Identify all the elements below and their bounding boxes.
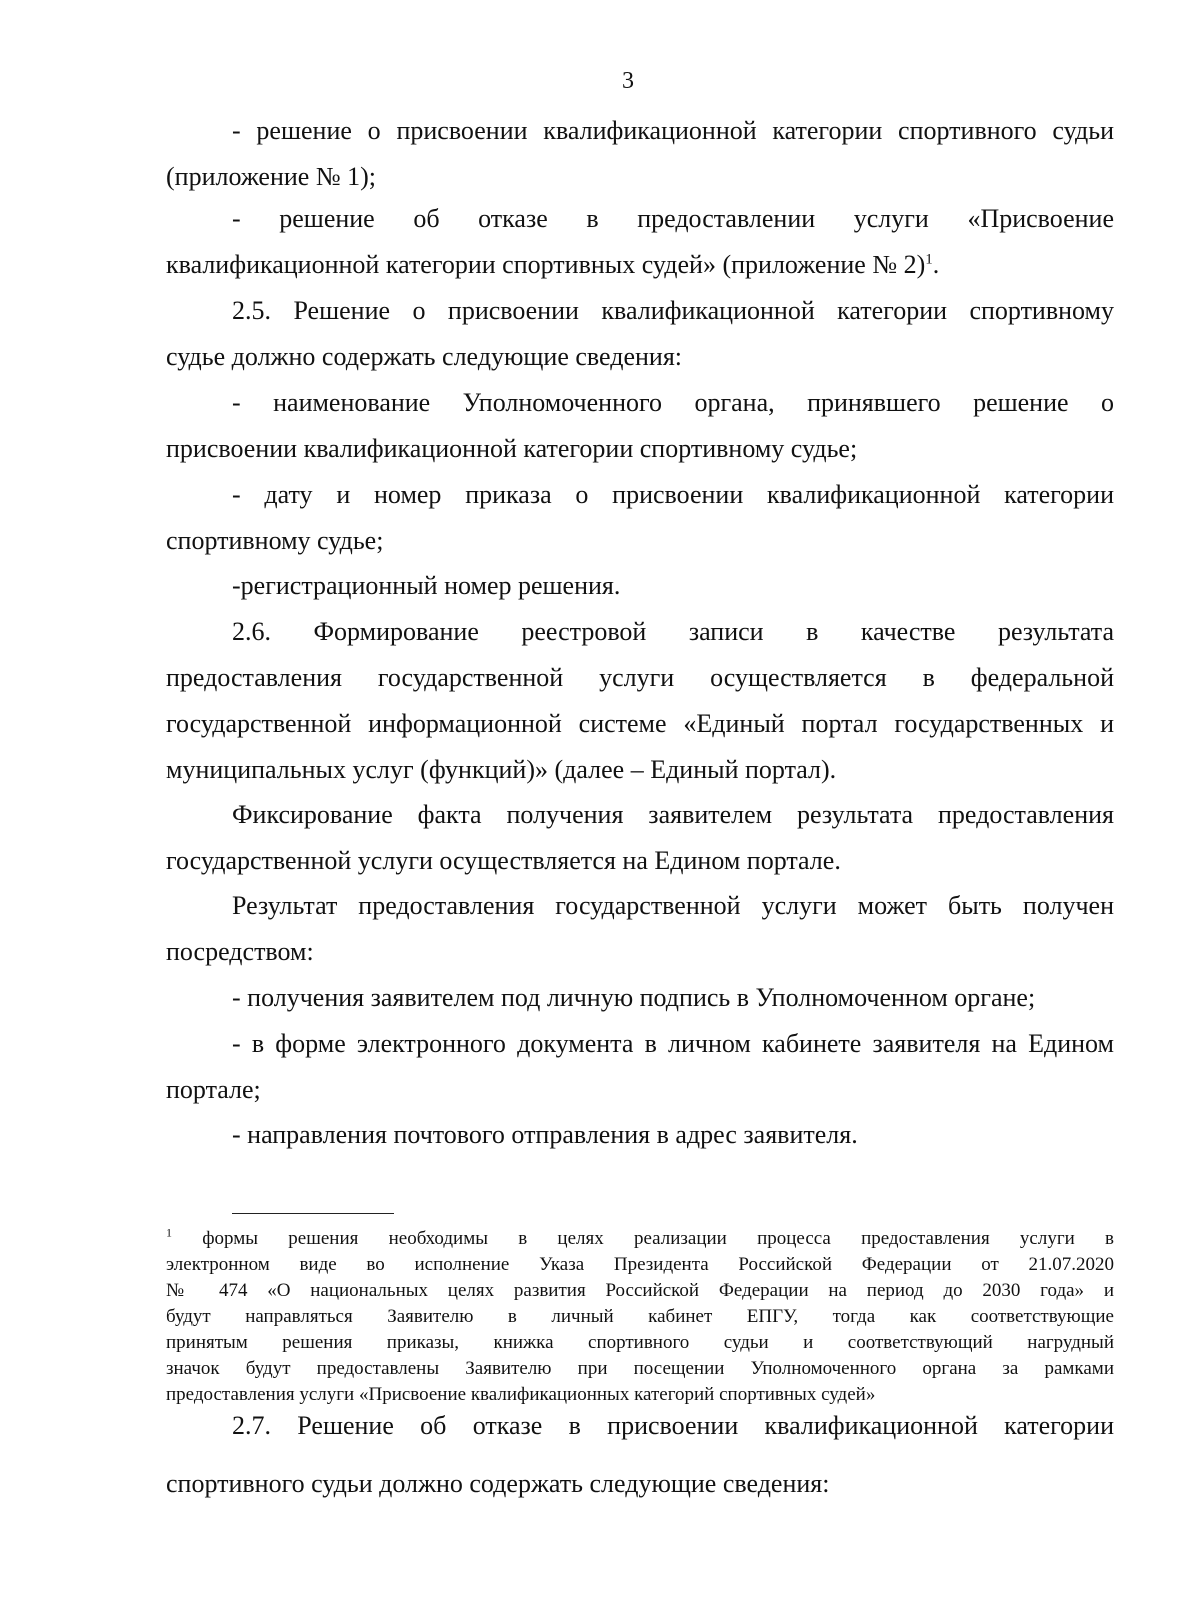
- footnote: [166, 1226, 1114, 1408]
- text-line: - решение об отказе в предоставлении услуги «Присвоение: [232, 204, 1114, 233]
- text-span: квалификационной категории спортивных судей» (приложение № 2): [166, 250, 926, 279]
- text-line: спортивному судье;: [166, 526, 384, 555]
- text-line: присвоении квалификационной категории спортивному судье;: [166, 434, 858, 463]
- text-line: - дату и номер приказа о присвоении квалификационной категории: [232, 480, 1114, 509]
- text-line: Фиксирование факта получения заявителем результата предоставления: [232, 800, 1114, 829]
- text-line: предоставления государственной услуги осуществляется в федеральной: [166, 663, 1114, 692]
- text-line: - получения заявителем под личную подпись в Уполномоченном органе;: [232, 983, 1036, 1012]
- footnote-line: значок будут предоставлены Заявителю при посещении Уполномоченного органа за рамками: [166, 1358, 1114, 1379]
- text-line: - в форме электронного документа в личном кабинете заявителя на Едином: [232, 1029, 1114, 1058]
- footnote-marker: 1: [166, 1225, 172, 1240]
- paragraph-order-date: [166, 472, 1114, 564]
- footnote-line: будут направляться Заявителю в личный кабинет ЕПГУ, тогда как соответствующие: [166, 1306, 1114, 1327]
- paragraph-postal: [166, 1112, 1114, 1158]
- text-line: посредством:: [166, 937, 314, 966]
- text-line: судье должно содержать следующие сведения:: [166, 342, 683, 371]
- text-line: (приложение № 1);: [166, 162, 377, 191]
- paragraph-result: [166, 883, 1114, 975]
- text-line: - наименование Уполномоченного органа, принявшего решение о: [232, 388, 1114, 417]
- paragraph-registration-number: [166, 563, 1114, 609]
- footnote-line: электронном виде во исполнение Указа Президента Российской Федерации от 21.07.2020: [166, 1254, 1114, 1275]
- paragraph-decision-assign: [166, 108, 1114, 200]
- text-line: 2.6. Формирование реестровой записи в качестве результата: [232, 617, 1114, 646]
- footnote-separator: [232, 1213, 394, 1214]
- text-line: муниципальных услуг (функций)» (далее – Единый портал).: [166, 755, 837, 784]
- paragraph-authority-name: [166, 380, 1114, 472]
- paragraph-2-6: [166, 609, 1114, 793]
- text-line: [166, 242, 1114, 288]
- text-line: спортивного судьи должно содержать следующие сведения:: [166, 1469, 830, 1498]
- text-line: портале;: [166, 1075, 261, 1104]
- paragraph-2-7: [166, 1397, 1114, 1513]
- text-line: -регистрационный номер решения.: [232, 571, 621, 600]
- paragraph-fixation: [166, 792, 1114, 884]
- paragraph-electronic-document: [166, 1021, 1114, 1113]
- text-line: государственной информационной системе «Единый портал государственных и: [166, 709, 1114, 738]
- text-span: формы решения необходимы в целях реализации процесса предоставления услуги в: [202, 1228, 1114, 1249]
- text-span: .: [932, 250, 940, 279]
- page-number: 3: [622, 68, 634, 94]
- paragraph-personal-signature: [166, 975, 1114, 1021]
- footnote-line: № 474 «О национальных целях развития Российской Федерации на период до 2030 года» и: [166, 1280, 1114, 1301]
- footnote-reference: 1: [925, 251, 933, 268]
- paragraph-decision-refuse: [166, 196, 1114, 288]
- text-line: 2.7. Решение об отказе в присвоении квалификационной категории: [232, 1411, 1114, 1440]
- footnote-line: принятым решения приказы, книжка спортивного судьи и соответствующий нагрудный: [166, 1332, 1114, 1353]
- text-line: - решение о присвоении квалификационной категории спортивного судьи: [232, 116, 1114, 145]
- text-line: государственной услуги осуществляется на Едином портале.: [166, 846, 841, 875]
- footnote-line: [166, 1226, 1114, 1252]
- text-line: Результат предоставления государственной услуги может быть получен: [232, 891, 1114, 920]
- footnote-line: предоставления услуги «Присвоение квалификационных категорий спортивных судей»: [166, 1384, 876, 1405]
- paragraph-2-5: [166, 288, 1114, 380]
- text-line: 2.5. Решение о присвоении квалификационной категории спортивному: [232, 296, 1114, 325]
- text-line: - направления почтового отправления в адрес заявителя.: [232, 1120, 858, 1149]
